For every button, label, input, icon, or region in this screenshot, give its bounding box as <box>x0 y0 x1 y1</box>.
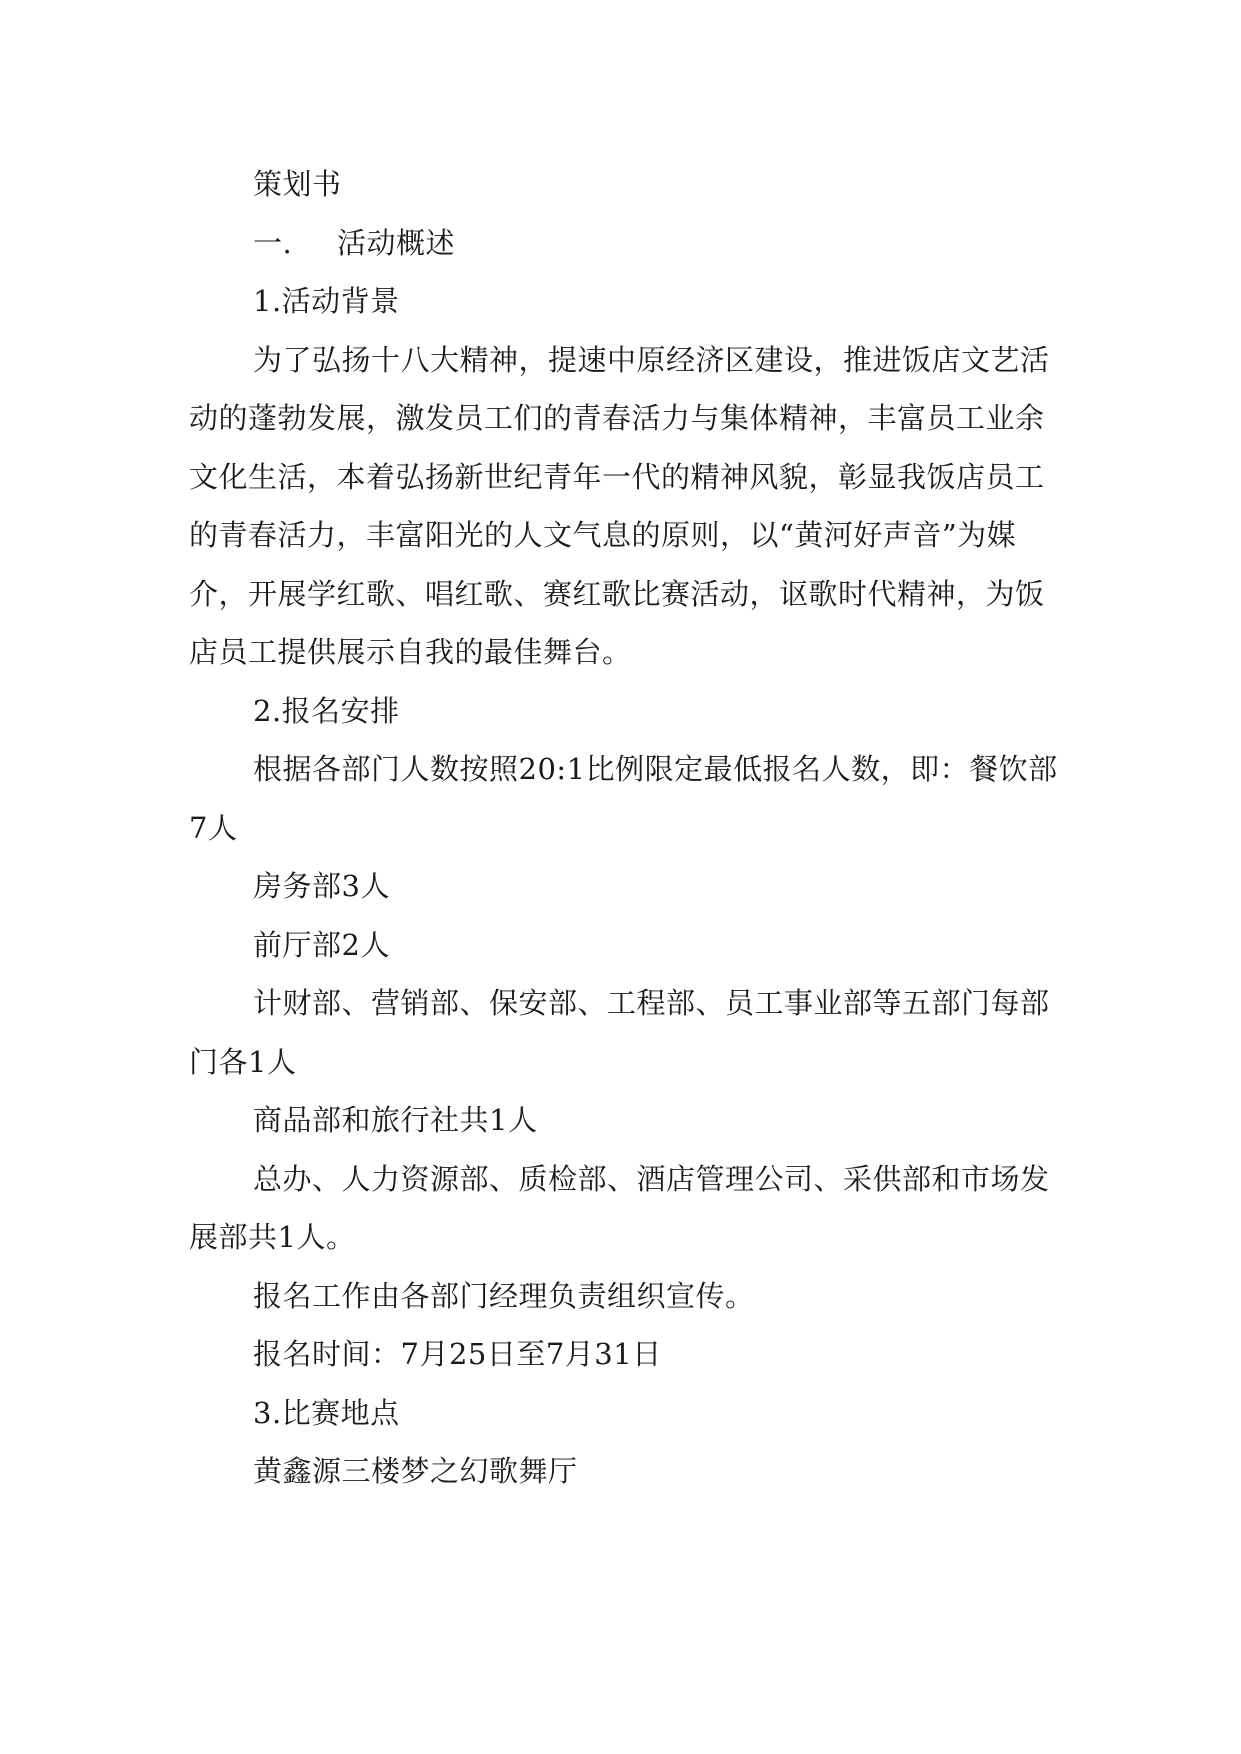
registration-item: 报名时间：7月25日至7月31日 <box>253 1337 662 1371</box>
section-title: 活动概述 <box>337 225 456 260</box>
registration-item: 商品部和旅行社共1人 <box>253 1103 538 1137</box>
subsection-heading-registration: 2.报名安排 <box>253 693 400 728</box>
registration-item: 计财部、营销部、保安部、工程部、员工事业部等五部门每部门各1人 <box>189 986 1050 1079</box>
background-paragraph: 为了弘扬十八大精神，提速中原经济区建设，推进饭店文艺活动的蓬勃发展，激发员工们的青春活力与集体精神，丰富员工业余文化生活，本着弘扬新世纪青年一代的精神风貌，彰显我饭店员工的青春活力，丰富阳光的人文气息的原则，以“黄河好声音”为媒介，开展学红歌、唱红歌、赛红歌比赛活动，讴歌时代精神，为饭店员工提供展示自我的最佳舞台。 <box>189 342 1050 669</box>
registration-item: 前厅部2人 <box>253 927 390 962</box>
registration-item: 房务部3人 <box>253 869 390 903</box>
subsection-heading-background: 1.活动背景 <box>253 284 400 318</box>
registration-intro: 根据各部门人数按照20:1比例限定最低报名人数，即：餐饮部7人 <box>189 752 1058 845</box>
section-number: 一. <box>253 225 293 260</box>
section-heading <box>189 214 1059 273</box>
document-body <box>189 155 1059 1501</box>
registration-item: 总办、人力资源部、质检部、酒店管理公司、采供部和市场发展部共1人。 <box>189 1161 1050 1254</box>
subsection-heading-venue: 3.比赛地点 <box>253 1395 400 1430</box>
document-title: 策划书 <box>253 167 342 201</box>
venue-paragraph: 黄鑫源三楼梦之幻歌舞厅 <box>253 1454 578 1488</box>
registration-item: 报名工作由各部门经理负责组织宣传。 <box>253 1278 755 1313</box>
